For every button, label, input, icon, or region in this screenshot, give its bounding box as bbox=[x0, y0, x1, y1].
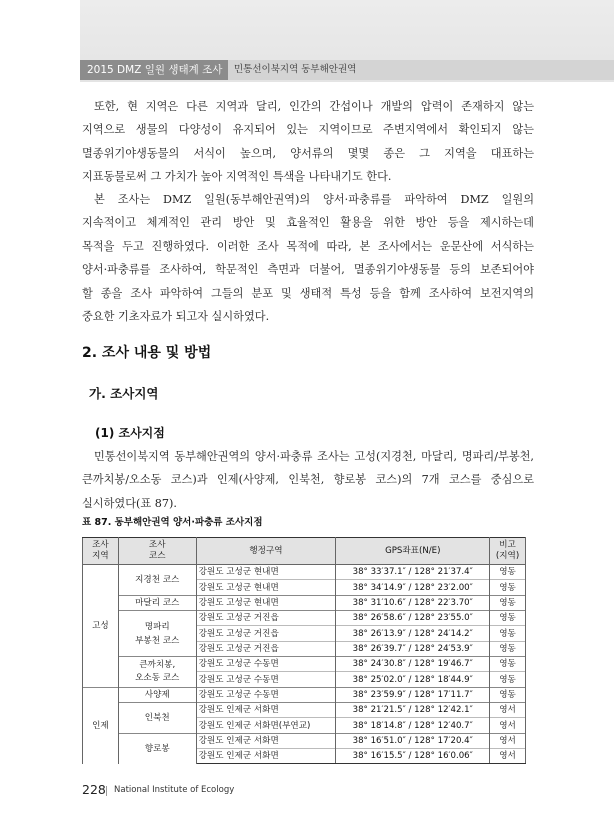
gps-cell: 38° 33′37.1″ / 128° 21′37.4″ bbox=[336, 565, 490, 580]
text-line: 중요한 기초자료가 되고자 실시하였다. bbox=[82, 309, 270, 323]
section-heading: 2. 조사 내용 및 방법 bbox=[82, 345, 212, 361]
admin-cell: 강원도 고성군 현내면 bbox=[196, 565, 336, 580]
course-cell: 큰까치봉, 오소동 코스 bbox=[118, 657, 196, 688]
header-admin: 행정구역 bbox=[196, 538, 336, 565]
intro-paragraph-1 bbox=[82, 95, 534, 189]
survey-site-paragraph bbox=[82, 445, 534, 515]
note-cell: 영서 bbox=[490, 703, 526, 718]
footer-divider bbox=[106, 786, 107, 796]
header-gps: GPS좌표(N/E) bbox=[336, 538, 490, 565]
note-cell: 영동 bbox=[490, 626, 526, 641]
table-header-row bbox=[83, 538, 526, 565]
admin-cell: 강원도 고성군 현내면 bbox=[196, 580, 336, 595]
subsubsection-heading: (1) 조사지점 bbox=[95, 426, 165, 440]
report-title: 2015 DMZ 일원 생태계 조사 bbox=[80, 60, 228, 80]
header-margin bbox=[0, 0, 80, 82]
text-line: 지역으로 생물의 다양성이 유지되어 있는 지역이므로 주변지역에서 확인되지 않는 bbox=[82, 123, 534, 137]
gps-cell: 38° 18′14.8″ / 128° 12′40.7″ bbox=[336, 718, 490, 733]
note-cell: 영동 bbox=[490, 657, 526, 672]
header-note: 비고 (지역) bbox=[490, 538, 526, 565]
admin-cell: 강원도 인제군 서화면 bbox=[196, 749, 336, 764]
gps-cell: 38° 26′58.6″ / 128° 23′55.0″ bbox=[336, 611, 490, 626]
gps-cell: 38° 24′30.8″ / 128° 19′46.7″ bbox=[336, 657, 490, 672]
table-row bbox=[83, 657, 526, 672]
note-cell: 영동 bbox=[490, 580, 526, 595]
header-course: 조사 코스 bbox=[118, 538, 196, 565]
note-cell: 영서 bbox=[490, 718, 526, 733]
text-line: 지표동물로써 그 가치가 높아 지역적인 특색을 나타내기도 한다. bbox=[82, 170, 392, 184]
text-line: 또한, 현 지역은 다른 지역과 달리, 인간의 간섭이나 개발의 압력이 존재하지 않는 bbox=[94, 100, 534, 113]
admin-cell: 강원도 고성군 수동면 bbox=[196, 657, 336, 672]
table-caption: 표 87. 동부해안권역 양서·파충류 조사지점 bbox=[82, 517, 263, 528]
text-line: 지속적이고 체계적인 관리 방안 및 효율적인 활용을 위한 방안 등을 제시하는데 bbox=[82, 216, 534, 230]
text-line: 큰까치봉/오소동 코스)과 인제(사양제, 인북천, 향로봉 코스)의 7개 코스를 중심으로 bbox=[82, 473, 534, 487]
admin-cell: 강원도 인제군 서화면 bbox=[196, 703, 336, 718]
table-row bbox=[83, 733, 526, 748]
gps-cell: 38° 25′02.0″ / 128° 18′44.9″ bbox=[336, 672, 490, 687]
note-cell: 영서 bbox=[490, 749, 526, 764]
gps-cell: 38° 34′14.9″ / 128° 23′2.00″ bbox=[336, 580, 490, 595]
text-line: 목적을 두고 진행하였다. 이러한 조사 목적에 따라, 본 조사에서는 운문산에 서식하는 bbox=[82, 239, 534, 253]
gps-cell: 38° 26′39.7″ / 128° 24′53.9″ bbox=[336, 641, 490, 656]
intro-paragraph-2 bbox=[82, 188, 534, 328]
course-cell: 명파리 부봉천 코스 bbox=[118, 611, 196, 657]
table-row bbox=[83, 611, 526, 626]
course-cell: 지경천 코스 bbox=[118, 565, 196, 596]
note-cell: 영동 bbox=[490, 672, 526, 687]
gps-cell: 38° 16′51.0″ / 128° 17′20.4″ bbox=[336, 733, 490, 748]
admin-cell: 강원도 고성군 수동면 bbox=[196, 672, 336, 687]
course-cell: 향로봉 bbox=[118, 733, 196, 764]
admin-cell: 강원도 인제군 서화면 bbox=[196, 733, 336, 748]
subsection-heading: 가. 조사지역 bbox=[89, 386, 159, 401]
text-line: 양서·파충류를 조사하여, 학문적인 측면과 더불어, 멸종위기야생동물 등의 보존되어야 bbox=[82, 263, 534, 277]
course-cell: 인북천 bbox=[118, 703, 196, 734]
course-cell: 사양제 bbox=[118, 687, 196, 702]
table-row bbox=[83, 703, 526, 718]
gps-cell: 38° 23′59.9″ / 128° 17′11.7″ bbox=[336, 687, 490, 702]
admin-cell: 강원도 인제군 서화면(부연교) bbox=[196, 718, 336, 733]
note-cell: 영동 bbox=[490, 687, 526, 702]
gps-cell: 38° 16′15.5″ / 128° 16′0.06″ bbox=[336, 749, 490, 764]
admin-cell: 강원도 고성군 수동면 bbox=[196, 687, 336, 702]
table-row bbox=[83, 595, 526, 610]
note-cell: 영동 bbox=[490, 611, 526, 626]
text-line: 본 조사는 DMZ 일원(동부해안권역)의 양서·파충류를 파악하여 DMZ 일원의 bbox=[94, 193, 534, 206]
gps-cell: 38° 21′21.5″ / 128° 12′42.1″ bbox=[336, 703, 490, 718]
table-row bbox=[83, 687, 526, 702]
note-cell: 영동 bbox=[490, 641, 526, 656]
page-number: 228 bbox=[82, 782, 106, 797]
admin-cell: 강원도 고성군 거진읍 bbox=[196, 626, 336, 641]
survey-site-table bbox=[82, 537, 526, 764]
text-line: 멸종위기야생동물의 서식이 높으며, 양서류의 몇몇 종은 그 지역을 대표하는 bbox=[82, 146, 534, 160]
note-cell: 영동 bbox=[490, 565, 526, 580]
region-cell: 인제 bbox=[83, 687, 119, 764]
admin-cell: 강원도 고성군 현내면 bbox=[196, 595, 336, 610]
text-line: 실시하였다(표 87). bbox=[82, 496, 177, 510]
admin-cell: 강원도 고성군 거진읍 bbox=[196, 611, 336, 626]
admin-cell: 강원도 고성군 거진읍 bbox=[196, 641, 336, 656]
gps-cell: 38° 31′10.6″ / 128° 22′3.70″ bbox=[336, 595, 490, 610]
text-line: 민통선이북지역 동부해안권역의 양서·파충류 조사는 고성(지경천, 마달리, 명파리/부봉천, bbox=[94, 450, 534, 463]
institute-name: National Institute of Ecology bbox=[114, 785, 235, 795]
note-cell: 영서 bbox=[490, 733, 526, 748]
gps-cell: 38° 26′13.9″ / 128° 24′14.2″ bbox=[336, 626, 490, 641]
note-cell: 영동 bbox=[490, 595, 526, 610]
table-row bbox=[83, 565, 526, 580]
header-region: 조사 지역 bbox=[83, 538, 119, 565]
course-cell: 마달리 코스 bbox=[118, 595, 196, 610]
text-line: 할 종을 조사 파악하여 그들의 분포 및 생태적 특성 등을 함께 조사하여 보전지역의 bbox=[82, 286, 534, 300]
region-cell: 고성 bbox=[83, 565, 119, 688]
region-title: 민통선이북지역 동부해안권역 bbox=[234, 64, 357, 75]
